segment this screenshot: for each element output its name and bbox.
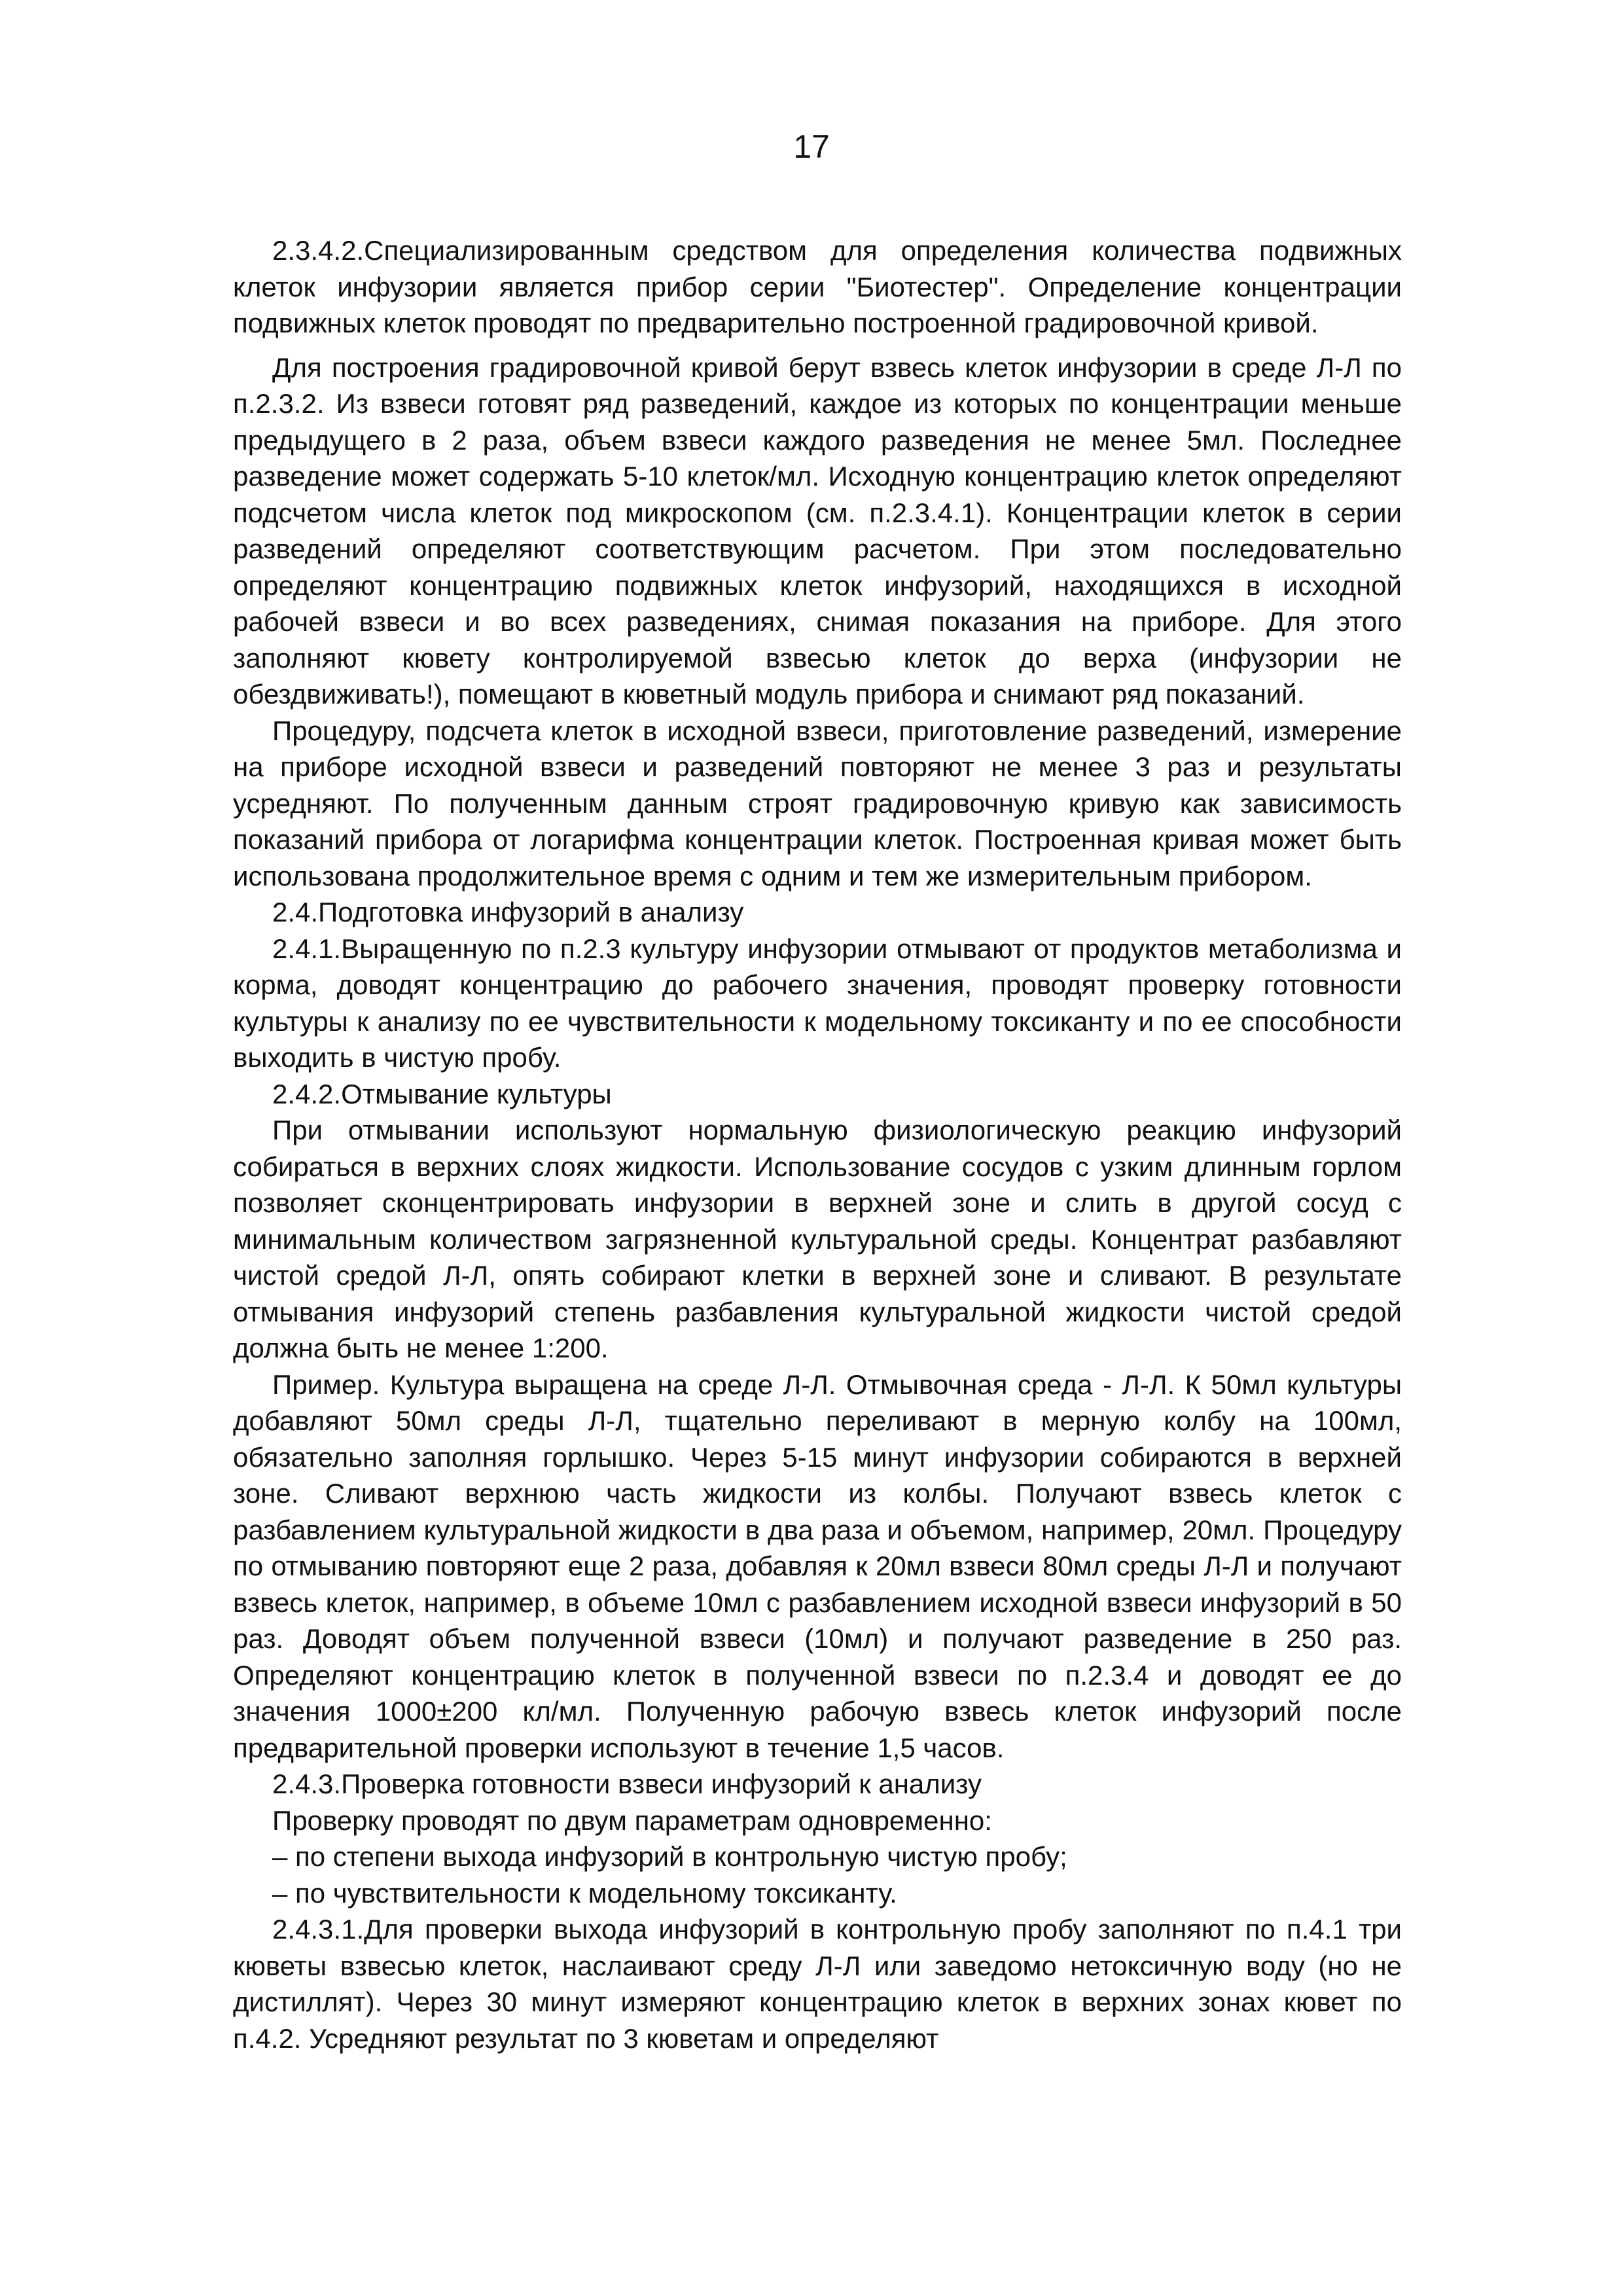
heading-2-4-3: 2.4.3.Проверка готовности взвеси инфузорий к анализу (272, 1768, 982, 1799)
body-text (233, 232, 1402, 2056)
paragraph-2-4-1: 2.4.1.Выращенную по п.2.3 культуру инфузории отмывают от продуктов метаболизма и корма, доводят концентрацию до рабочего значения, проводят проверку готовности культуры к анализу по ее чувствительности к модельному токсиканту и по ее способности выходить в чистую пробу. (233, 933, 1402, 1073)
paragraph-check-params: Проверку проводят по двум параметрам одновременно: (272, 1804, 992, 1836)
paragraph-example: Пример. Культура выращена на среде Л-Л. Отмывочная среда - Л-Л. К 50мл культуры добавляют 50мл среды Л-Л, тщательно переливают в мерную колбу на 100мл, обязательно заполняя горлышко. Через 5-15 минут инфузории собираются в верхней зоне. Сливают верхнюю часть жидкости из колбы. Получают взвесь клеток с разбавлением культуральной жидкости в два раза и объемом, например, 20мл. Процедуру по отмыванию повторяют еще 2 раза, добавляя к 20мл взвеси 80мл среды Л-Л и получают взвесь клеток, например, в объеме 10мл с разбавлением исходной взвеси инфузорий в 50 раз. Доводят объем полученной взвеси (10мл) и получают разведение в 250 раз. Определяют концентрацию клеток в полученной взвеси по п.2.3.4 и доводят ее до значения 1000±200 кл/мл. Полученную рабочую взвесь клеток инфузорий после предварительной проверки используют в течение 1,5 часов. (233, 1369, 1402, 1763)
paragraph-2-3-4-2: 2.3.4.2.Специализированным средством для определения количества подвижных клеток инфузории является прибор серии "Биотестер". Определение концентрации подвижных клеток проводят по предварительно построенной градировочной кривой. (233, 235, 1402, 338)
list-item-exit-degree: – по степени выхода инфузорий в контрольную чистую пробу; (272, 1841, 1067, 1872)
page-number: 17 (793, 128, 830, 165)
list-item-sensitivity: – по чувствительности к модельному токсиканту. (272, 1877, 897, 1909)
paragraph-2-4-3-1: 2.4.3.1.Для проверки выхода инфузорий в контрольную пробу заполняют по п.4.1 три кюветы взвесью клеток, наслаивают среду Л-Л или заведомо нетоксичную воду (но не дистиллят). Через 30 минут измеряют концентрацию клеток в верхних зонах кювет по п.4.2. Усредняют результат по 3 кюветам и определяют (233, 1914, 1402, 2054)
heading-2-4: 2.4.Подготовка инфузорий в анализу (272, 897, 744, 927)
paragraph-procedure: Процедуру, подсчета клеток в исходной взвеси, приготовление разведений, измерение на приборе исходной взвеси и разведений повторяют не менее 3 раз и результаты усредняют. По полученным данным строят градировочную кривую как зависимость показаний прибора от логарифма концентрации клеток. Построенная кривая может быть использована продолжительное время с одним и тем же измерительным прибором. (233, 715, 1402, 891)
paragraph-calibration-curve: Для построения градировочной кривой берут взвесь клеток инфузории в среде Л-Л по п.2.3.2. Из взвеси готовят ряд разведений, каждое из которых по концентрации меньше предыдущего в 2 раза, объем взвеси каждого разведения не менее 5мл. Последнее разведение может содержать 5-10 клеток/мл. Исходную концентрацию клеток определяют подсчетом числа клеток под микроскопом (см. п.2.3.4.1). Концентрации клеток в серии разведений определяют соответствующим расчетом. При этом последовательно определяют концентрацию подвижных клеток инфузорий, находящихся в исходной рабочей взвеси и во всех разведениях, снимая показания на приборе. Для этого заполняют кювету контролируемой взвесью клеток до верха (инфузории не обездвиживать!), помещают в кюветный модуль прибора и снимают ряд показаний. (233, 351, 1402, 709)
heading-2-4-2: 2.4.2.Отмывание культуры (272, 1078, 612, 1109)
paragraph-washing: При отмывании используют нормальную физиологическую реакцию инфузорий собираться в верхних слоях жидкости. Использование сосудов с узким длинным горлом позволяет сконцентрировать инфузории в верхней зоне и слить в другой сосуд с минимальным количеством загрязненной культуральной среды. Концентрат разбавляют чистой средой Л-Л, опять собирают клетки в верхней зоне и сливают. В результате отмывания инфузорий степень разбавления культуральной жидкости чистой средой должна быть не менее 1:200. (233, 1115, 1402, 1363)
